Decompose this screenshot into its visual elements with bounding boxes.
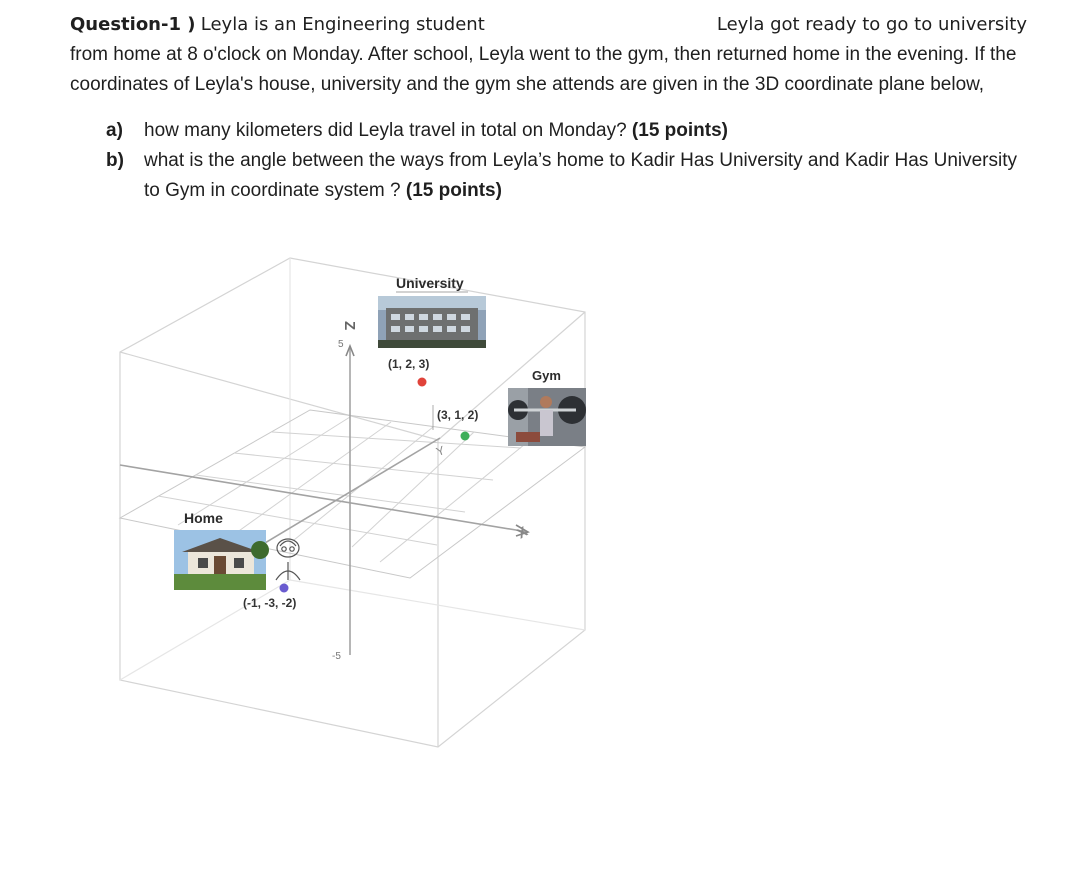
coordinate-figure-svg	[110, 250, 610, 755]
item-b-points: (15 points)	[405, 180, 502, 201]
university-marker	[378, 275, 486, 387]
university-coords: (1, 2, 3)	[388, 357, 430, 371]
university-label: University	[396, 275, 464, 291]
gym-marker	[433, 368, 586, 446]
question-first-line	[70, 10, 1035, 40]
y-axis-label: Y	[434, 442, 447, 459]
coordinate-figure	[110, 250, 610, 755]
z-bottom-tick: -5	[332, 651, 341, 662]
home-point	[280, 584, 289, 593]
question-label: Question-1 )	[70, 14, 196, 35]
item-a-text: how many kilometers did Leyla travel in total on Monday?	[144, 120, 627, 141]
question-items	[70, 116, 1035, 206]
item-a	[70, 116, 1035, 146]
home-label: Home	[184, 510, 223, 526]
gym-label: Gym	[532, 368, 561, 383]
intro-part1: Leyla is an Engineering student	[200, 14, 485, 35]
x-axis	[120, 465, 528, 532]
gym-weightlifter-photo	[508, 388, 586, 446]
z-top-tick: 5	[338, 339, 344, 350]
z-axis-label: Z	[341, 321, 358, 331]
gym-point	[461, 432, 470, 441]
gym-coords: (3, 1, 2)	[437, 408, 479, 422]
item-b	[70, 146, 1035, 206]
x-axis-label: X	[513, 522, 531, 542]
question-text	[70, 10, 1035, 206]
student-person-icon	[276, 539, 300, 580]
question-intro: from home at 8 o'clock on Monday. After school, Leyla went to the gym, then returned home in the evening. If the coordinates of Leyla's house, university and the gym she attends are given in the 3D coordinate plane below,	[70, 44, 1017, 95]
university-building-photo	[378, 296, 486, 348]
item-a-points: (15 points)	[631, 120, 728, 141]
item-b-text: what is the angle between the ways from Leyla’s home to Kadir Has University and Kadir Has University to Gym in coordinate system ?	[144, 150, 1017, 201]
home-marker	[174, 510, 300, 610]
home-coords: (-1, -3, -2)	[243, 596, 297, 610]
item-b-marker: b)	[106, 150, 124, 171]
intro-part2: Leyla got ready to go to university	[716, 14, 1027, 35]
item-a-marker: a)	[106, 120, 123, 141]
house-photo	[174, 530, 269, 590]
university-point	[418, 378, 427, 387]
